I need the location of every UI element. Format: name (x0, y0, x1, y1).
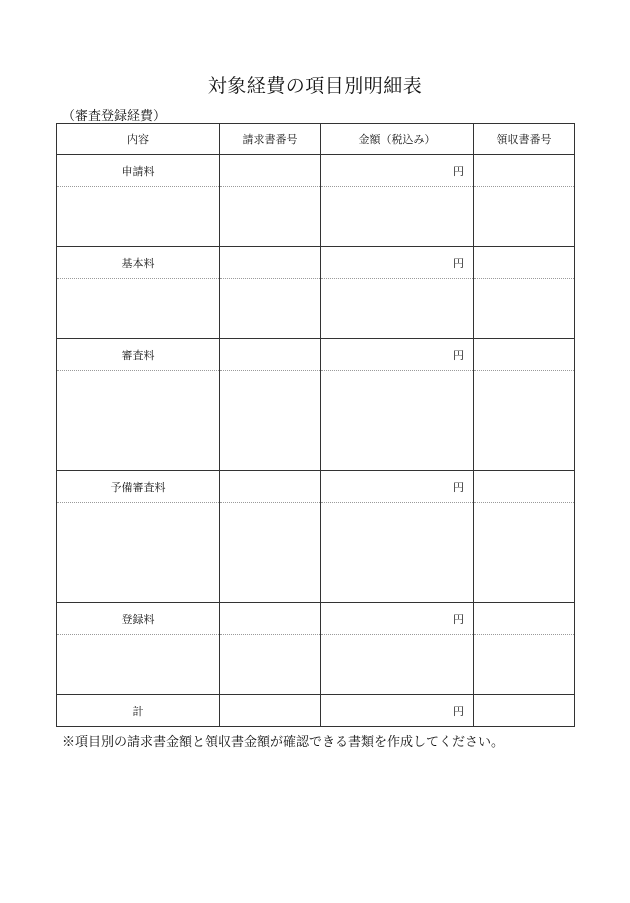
table-row (57, 371, 575, 471)
document-title: 対象経費の項目別明細表 (207, 75, 423, 97)
table-row (57, 635, 575, 695)
header-amount: 金額（税込み） (321, 124, 474, 155)
table-row (57, 339, 575, 371)
header-content: 内容 (57, 124, 220, 155)
section-subtitle: （審査登録経費） (62, 109, 167, 124)
receipt-number-cell[interactable] (474, 603, 575, 635)
total-amount-cell[interactable] (321, 695, 474, 727)
item-label-application-fee: 申請料 (57, 155, 220, 187)
currency-unit: 円 (453, 348, 464, 362)
header-invoice-number: 請求書番号 (220, 124, 321, 155)
item-label-basic-fee: 基本料 (57, 247, 220, 279)
item-label-preliminary-examination-fee: 予備審査料 (57, 471, 220, 503)
currency-unit: 円 (453, 164, 464, 178)
amount-cell[interactable] (321, 503, 474, 603)
total-row (57, 695, 575, 727)
invoice-number-cell[interactable] (220, 371, 321, 471)
invoice-number-cell[interactable] (220, 247, 321, 279)
item-detail-cell[interactable] (57, 187, 220, 247)
amount-cell[interactable] (321, 279, 474, 339)
receipt-number-cell[interactable] (474, 155, 575, 187)
receipt-number-cell[interactable] (474, 187, 575, 247)
invoice-number-cell[interactable] (220, 471, 321, 503)
amount-cell[interactable] (321, 339, 474, 371)
footnote: ※項目別の請求書金額と領収書金額が確認できる書類を作成してください。 (62, 735, 505, 750)
amount-cell[interactable] (321, 247, 474, 279)
invoice-number-cell[interactable] (220, 187, 321, 247)
table-row (57, 155, 575, 187)
item-detail-cell[interactable] (57, 371, 220, 471)
invoice-number-cell[interactable] (220, 695, 321, 727)
table-row (57, 503, 575, 603)
amount-cell[interactable] (321, 187, 474, 247)
table-row (57, 247, 575, 279)
currency-unit: 円 (453, 612, 464, 626)
receipt-number-cell[interactable] (474, 695, 575, 727)
invoice-number-cell[interactable] (220, 603, 321, 635)
table-row (57, 187, 575, 247)
invoice-number-cell[interactable] (220, 155, 321, 187)
amount-cell[interactable] (321, 603, 474, 635)
table-row (57, 603, 575, 635)
header-receipt-number: 領収書番号 (474, 124, 575, 155)
item-label-examination-fee: 審査料 (57, 339, 220, 371)
amount-cell[interactable] (321, 155, 474, 187)
item-detail-cell[interactable] (57, 503, 220, 603)
expense-detail-table (56, 123, 575, 727)
receipt-number-cell[interactable] (474, 503, 575, 603)
table-row (57, 471, 575, 503)
receipt-number-cell[interactable] (474, 339, 575, 371)
item-label-registration-fee: 登録料 (57, 603, 220, 635)
table-row (57, 279, 575, 339)
receipt-number-cell[interactable] (474, 635, 575, 695)
amount-cell[interactable] (321, 635, 474, 695)
amount-cell[interactable] (321, 471, 474, 503)
currency-unit: 円 (453, 256, 464, 270)
amount-cell[interactable] (321, 371, 474, 471)
receipt-number-cell[interactable] (474, 279, 575, 339)
total-label: 計 (57, 695, 220, 727)
invoice-number-cell[interactable] (220, 279, 321, 339)
receipt-number-cell[interactable] (474, 471, 575, 503)
currency-unit: 円 (453, 704, 464, 718)
currency-unit: 円 (453, 480, 464, 494)
receipt-number-cell[interactable] (474, 371, 575, 471)
receipt-number-cell[interactable] (474, 247, 575, 279)
item-detail-cell[interactable] (57, 279, 220, 339)
invoice-number-cell[interactable] (220, 339, 321, 371)
invoice-number-cell[interactable] (220, 635, 321, 695)
invoice-number-cell[interactable] (220, 503, 321, 603)
item-detail-cell[interactable] (57, 635, 220, 695)
table-header-row (57, 124, 575, 155)
